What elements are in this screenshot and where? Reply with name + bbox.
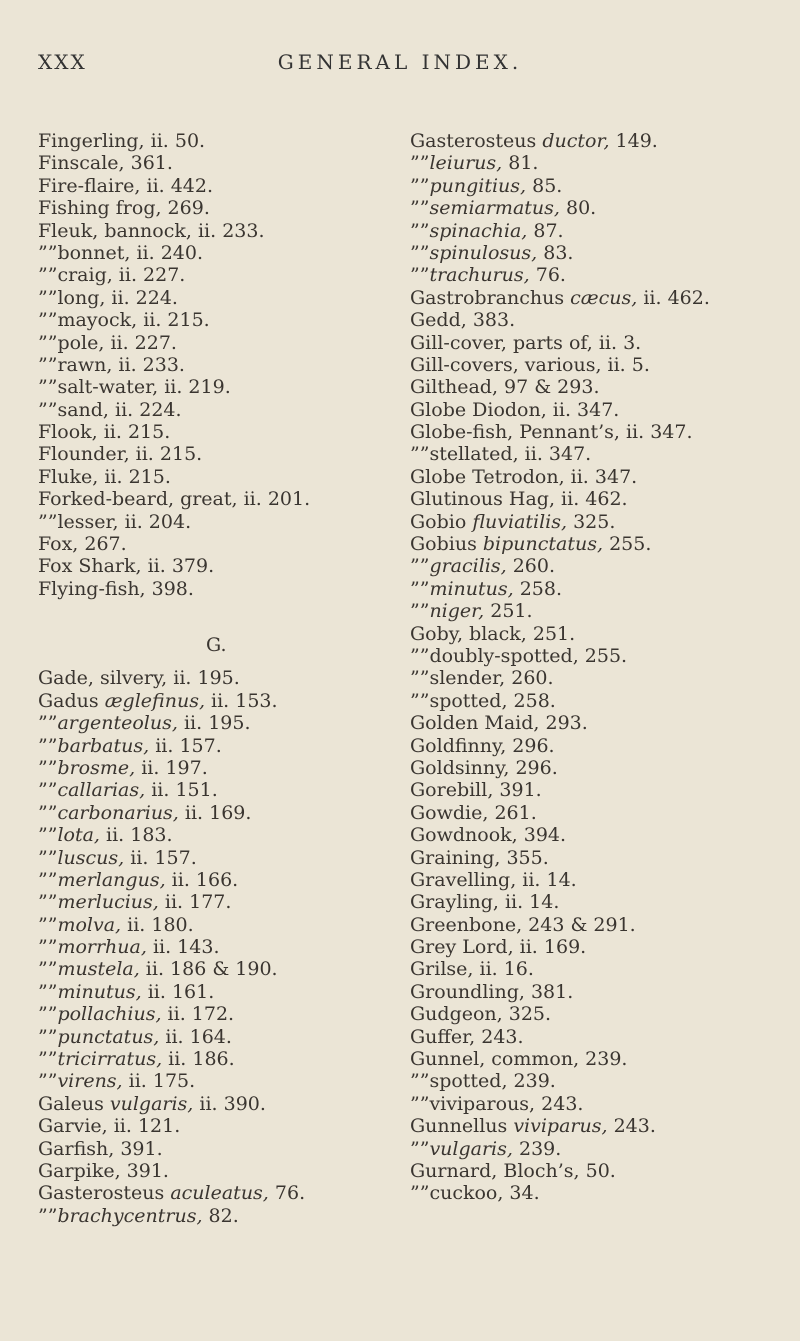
ditto-mark: ”” (38, 241, 58, 264)
index-entry: Fire-flaire, ii. 442. (38, 174, 214, 197)
ditto-mark: ”” (410, 152, 430, 175)
ditto-mark: ”” (410, 219, 430, 242)
index-entry: Gasterosteus aculeatus, 76. (38, 1182, 306, 1205)
index-entry: ””lesser, ii. 204. (38, 510, 192, 533)
index-entry: Gobius bipunctatus, 255. (410, 533, 652, 556)
index-entry: Gudgeon, 325. (410, 1003, 552, 1026)
index-entry: Globe Diodon, ii. 347. (410, 398, 620, 421)
index-entry: Flounder, ii. 215. (38, 443, 203, 466)
index-entry: ””craig, ii. 227. (38, 264, 186, 287)
index-entry: ””minutus, 258. (410, 577, 563, 600)
page-number: XXX (38, 50, 87, 74)
index-entry: ””doubly-spotted, 255. (410, 644, 628, 667)
index-entry: ””long, ii. 224. (38, 286, 178, 309)
index-entry: ””rawn, ii. 233. (38, 353, 185, 376)
index-entry: ””salt-water, ii. 219. (38, 376, 231, 399)
index-entry: ””gracilis, 260. (410, 555, 556, 578)
index-entry: Goby, black, 251. (410, 622, 576, 645)
ditto-mark: ”” (38, 331, 58, 354)
index-entry: ””punctatus, ii. 164. (38, 1025, 232, 1048)
index-entry: ””tricirratus, ii. 186. (38, 1048, 235, 1071)
index-entry: Fleuk, bannock, ii. 233. (38, 219, 265, 242)
index-entry: Gadus æglefinus, ii. 153. (38, 689, 278, 712)
index-entry: ””pollachius, ii. 172. (38, 1003, 235, 1026)
index-entry: Flying-fish, 398. (38, 577, 194, 600)
index-entry: ””spotted, 239. (410, 1070, 556, 1093)
ditto-mark: ”” (38, 1048, 58, 1071)
ditto-mark: ”” (410, 1137, 430, 1160)
ditto-mark: ”” (410, 241, 430, 264)
ditto-mark: ”” (410, 689, 430, 712)
ditto-mark: ”” (38, 913, 58, 936)
index-entry: ””mustela, ii. 186 & 190. (38, 958, 278, 981)
index-entry: ””minutus, ii. 161. (38, 980, 215, 1003)
ditto-mark: ”” (38, 1003, 58, 1026)
index-entry: ””barbatus, ii. 157. (38, 734, 222, 757)
ditto-mark: ”” (410, 644, 430, 667)
index-entry: ””merlangus, ii. 166. (38, 868, 239, 891)
index-entry: Greenbone, 243 & 291. (410, 913, 636, 936)
ditto-mark: ”” (38, 353, 58, 376)
ditto-mark: ”” (410, 264, 430, 287)
index-entry: ””pole, ii. 227. (38, 331, 177, 354)
index-entry: Garvie, ii. 121. (38, 1115, 181, 1138)
index-entry: ””brachycentrus, 82. (38, 1204, 239, 1227)
index-entry: Grilse, ii. 16. (410, 958, 534, 981)
index-entry: Finscale, 361. (38, 152, 173, 175)
ditto-mark: ”” (410, 197, 430, 220)
ditto-mark: ”” (38, 398, 58, 421)
index-entry: Gowdie, 261. (410, 801, 537, 824)
index-entry: Grayling, ii. 14. (410, 891, 560, 914)
ditto-mark: ”” (38, 309, 58, 332)
index-entry: ””spinachia, 87. (410, 219, 564, 242)
section-letter: G. (206, 633, 227, 656)
index-entry: ””stellated, ii. 347. (410, 443, 592, 466)
index-entry: Goldsinny, 296. (410, 756, 558, 779)
ditto-mark: ”” (38, 1204, 58, 1227)
index-entry: ””trachurus, 76. (410, 264, 566, 287)
ditto-mark: ”” (38, 779, 58, 802)
ditto-mark: ”” (410, 174, 430, 197)
index-entry: Flook, ii. 215. (38, 421, 171, 444)
ditto-mark: ”” (38, 891, 58, 914)
index-column-left (38, 130, 398, 1227)
ditto-mark: ”” (38, 801, 58, 824)
index-entry: Golden Maid, 293. (410, 712, 588, 735)
ditto-mark: ”” (410, 1182, 430, 1205)
index-entry: Gunnel, common, 239. (410, 1048, 628, 1071)
index-entry: ””semiarmatus, 80. (410, 197, 597, 220)
index-entry: ””morrhua, ii. 143. (38, 936, 220, 959)
index-column-right (410, 130, 770, 1205)
index-entry: Gowdnook, 394. (410, 824, 567, 847)
running-title: GENERAL INDEX. (277, 50, 523, 74)
index-entry: ””viviparous, 243. (410, 1092, 584, 1115)
index-entry: ””argenteolus, ii. 195. (38, 712, 251, 735)
index-entry: Grey Lord, ii. 169. (410, 936, 587, 959)
index-entry: ””molva, ii. 180. (38, 913, 194, 936)
index-entry: Fingerling, ii. 50. (38, 130, 206, 152)
index-entry: ””spinulosus, 83. (410, 241, 574, 264)
index-entry: ””bonnet, ii. 240. (38, 241, 204, 264)
ditto-mark: ”” (410, 577, 430, 600)
index-entry: ””slender, 260. (410, 667, 554, 690)
index-entry: ””leiurus, 81. (410, 152, 539, 175)
ditto-mark: ”” (38, 264, 58, 287)
index-entry: Gurnard, Bloch’s, 50. (410, 1159, 616, 1182)
index-entry: Goldfinny, 296. (410, 734, 555, 757)
index-entry: Garfish, 391. (38, 1137, 163, 1160)
index-entry: ””sand, ii. 224. (38, 398, 182, 421)
ditto-mark: ”” (410, 1070, 430, 1093)
ditto-mark: ”” (38, 510, 58, 533)
ditto-mark: ”” (38, 958, 58, 981)
index-spacer (38, 600, 398, 622)
ditto-mark: ”” (38, 734, 58, 757)
index-entry: Glutinous Hag, ii. 462. (410, 488, 628, 511)
index-entry: Groundling, 381. (410, 980, 574, 1003)
index-entry: Guffer, 243. (410, 1025, 524, 1048)
ditto-mark: ”” (38, 1070, 58, 1093)
index-entry: Fox Shark, ii. 379. (38, 555, 215, 578)
index-entry: Garpike, 391. (38, 1159, 169, 1182)
index-entry: Globe Tetrodon, ii. 347. (410, 465, 638, 488)
ditto-mark: ”” (38, 1025, 58, 1048)
index-entry: Graining, 355. (410, 846, 549, 869)
index-entry: ””merlucius, ii. 177. (38, 891, 232, 914)
index-entry: ””spotted, 258. (410, 689, 556, 712)
page-header (38, 50, 762, 90)
index-entry: Gade, silvery, ii. 195. (38, 667, 240, 690)
index-entry: Fox, 267. (38, 533, 127, 556)
index-entry: ””cuckoo, 34. (410, 1182, 540, 1205)
index-entry: ””niger, 251. (410, 600, 533, 623)
index-entry: ””mayock, ii. 215. (38, 309, 210, 332)
ditto-mark: ”” (410, 555, 430, 578)
index-entry: ””virens, ii. 175. (38, 1070, 196, 1093)
index-entry: ””callarias, ii. 151. (38, 779, 218, 802)
index-entry: Gastrobranchus cæcus, ii. 462. (410, 286, 710, 309)
index-entry: Fishing frog, 269. (38, 197, 210, 220)
index-entry: Gasterosteus ductor, 149. (410, 130, 658, 152)
ditto-mark: ”” (38, 712, 58, 735)
ditto-mark: ”” (38, 936, 58, 959)
index-entry: Galeus vulgaris, ii. 390. (38, 1092, 266, 1115)
index-entry: ””luscus, ii. 157. (38, 846, 197, 869)
index-entry: Gravelling, ii. 14. (410, 868, 577, 891)
index-entry: Gilthead, 97 & 293. (410, 376, 600, 399)
ditto-mark: ”” (38, 824, 58, 847)
index-entry: Forked-beard, great, ii. 201. (38, 488, 311, 511)
ditto-mark: ”” (38, 376, 58, 399)
ditto-mark: ”” (38, 846, 58, 869)
ditto-mark: ”” (38, 286, 58, 309)
index-entry: ””pungitius, 85. (410, 174, 563, 197)
ditto-mark: ”” (38, 868, 58, 891)
index-entry: Gunnellus viviparus, 243. (410, 1115, 656, 1138)
ditto-mark: ”” (410, 1092, 430, 1115)
index-entry: Gorebill, 391. (410, 779, 542, 802)
index-entry: ””vulgaris, 239. (410, 1137, 562, 1160)
index-entry: ””lota, ii. 183. (38, 824, 173, 847)
index-entry: Gill-cover, parts of, ii. 3. (410, 331, 642, 354)
ditto-mark: ”” (410, 600, 430, 623)
ditto-mark: ”” (38, 756, 58, 779)
index-entry: Gill-covers, various, ii. 5. (410, 353, 650, 376)
ditto-mark: ”” (38, 980, 58, 1003)
index-entry: ””brosme, ii. 197. (38, 756, 208, 779)
index-entry: Gobio fluviatilis, 325. (410, 510, 616, 533)
ditto-mark: ”” (410, 443, 430, 466)
ditto-mark: ”” (410, 667, 430, 690)
index-entry: ””carbonarius, ii. 169. (38, 801, 252, 824)
index-entry: Fluke, ii. 215. (38, 465, 171, 488)
index-entry: Globe-fish, Pennant’s, ii. 347. (410, 421, 693, 444)
index-entry: Gedd, 383. (410, 309, 516, 332)
